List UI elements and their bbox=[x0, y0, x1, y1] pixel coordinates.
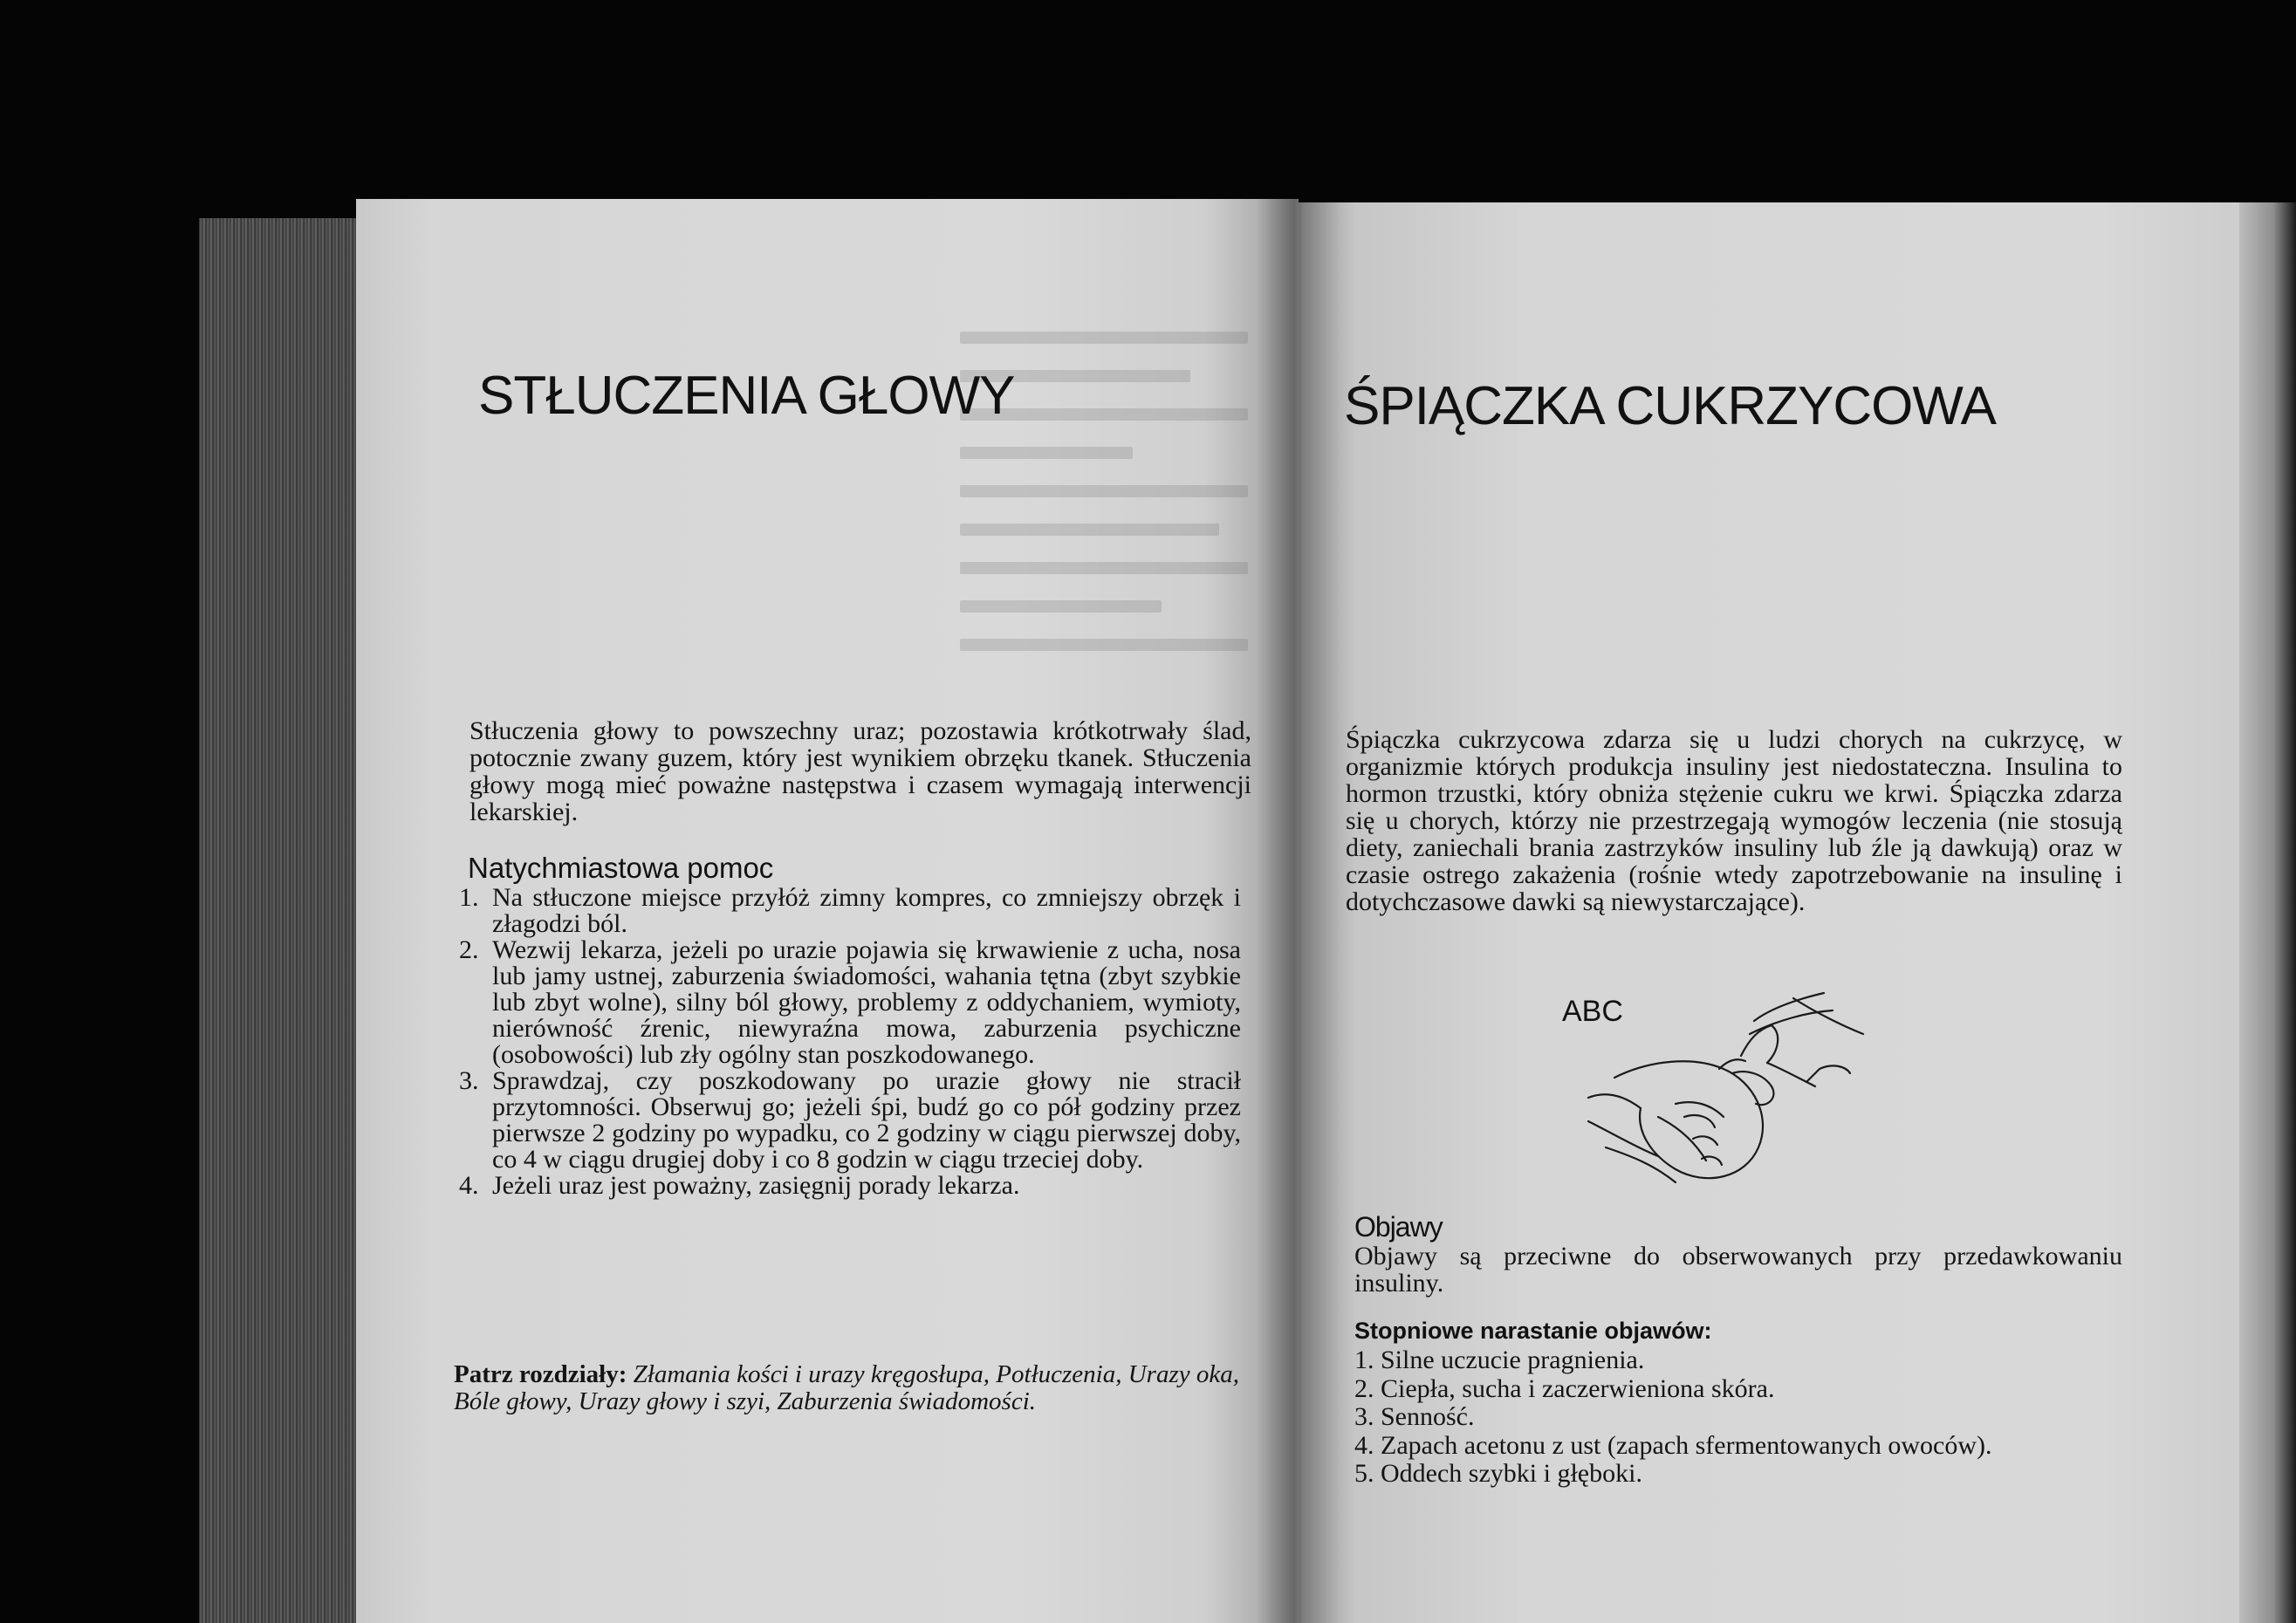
step-number: 4. bbox=[459, 1171, 479, 1200]
step-text: Na stłuczone miejsce przyłóż zimny kompres, co zmniejszy obrzęk i złagodzi ból. bbox=[492, 883, 1241, 938]
step-number: 3. bbox=[459, 1066, 479, 1095]
right-page-edge bbox=[2239, 202, 2296, 1623]
symptom-number: 5. bbox=[1354, 1459, 1374, 1488]
symptom-text: Ciepła, sucha i zaczerwieniona skóra. bbox=[1381, 1373, 1775, 1403]
symptom-progression-list bbox=[1354, 1346, 2140, 1489]
symptom-number: 2. bbox=[1354, 1373, 1374, 1403]
symptom-number: 1. bbox=[1354, 1346, 1374, 1374]
symptom-text: Zapach acetonu z ust (zapach sfermentowanych owoców). bbox=[1381, 1430, 1992, 1460]
symptoms-paragraph: Objawy są przeciwne do obserwowanych przy przedawkowaniu insuliny. bbox=[1354, 1242, 2122, 1298]
symptom-item bbox=[1354, 1375, 2140, 1404]
first-aid-step bbox=[459, 1173, 1241, 1199]
progression-heading: Stopniowe narastanie objawów: bbox=[1354, 1318, 1712, 1344]
step-text: Sprawdzaj, czy poszkodowany po urazie głowy nie stracił przytomności. Obserwuj go; jeżeli śpi, budź go co pół godziny przez pierwsze 2 godziny po wypadku, co 2 godziny w ciągu pierwszej doby, co 4 w ciągu drugiej doby i co 8 godzin w ciągu trzeciej doby. bbox=[492, 1066, 1241, 1174]
symptom-text: Oddech szybki i głęboki. bbox=[1381, 1459, 1642, 1488]
see-also-label: Patrz rozdziały bbox=[454, 1360, 619, 1388]
book-gutter bbox=[1257, 199, 1340, 1623]
step-text: Jeżeli uraz jest poważny, zasięgnij porady lekarza. bbox=[492, 1171, 1020, 1200]
symptom-item bbox=[1354, 1432, 2140, 1461]
left-intro-paragraph: Stłuczenia głowy to powszechny uraz; pozostawia krótkotrwały ślad, potocznie zwany guzem, który jest wynikiem obrzęku tkanek. Stłuczenia głowy mogą mieć poważne następstwa i czasem wymagają interwencji lekarskiej. bbox=[469, 716, 1251, 826]
symptom-text: Silne uczucie pragnienia. bbox=[1381, 1346, 1645, 1374]
first-aid-steps bbox=[459, 885, 1241, 1199]
first-aid-step bbox=[459, 937, 1241, 1068]
first-aid-heading: Natychmiastowa pomoc bbox=[468, 852, 774, 884]
see-also-list: Złamania kości i urazy kręgosłupa, Potłuczenia, Urazy oka, Bóle głowy, Urazy głowy i szyi, Zaburzenia świadomości. bbox=[454, 1360, 1239, 1415]
step-text: Wezwij lekarza, jeżeli po urazie pojawia się krwawienie z ucha, nosa lub jamy ustnej, zaburzenia świadomości, wahania tętna (zbyt szybkie lub zbyt wolne), silny ból głowy, problemy z oddychaniem, wymioty, nierówność źrenic, niewyraźna mowa, zaburzenia psychiczne (osobowości) lub zły ogólny stan poszkodowanego. bbox=[492, 935, 1241, 1069]
first-aid-step bbox=[459, 885, 1241, 937]
see-also-chapters: Patrz rozdziały: Złamania kości i urazy kręgosłupa, Potłuczenia, Urazy oka, Bóle głowy, Urazy głowy i szyi, Zaburzenia świadomości. bbox=[454, 1360, 1239, 1415]
symptom-item bbox=[1354, 1403, 2140, 1432]
symptom-item bbox=[1354, 1460, 2140, 1489]
hands-tilting-head-drawing bbox=[1588, 993, 1863, 1182]
symptom-number: 3. bbox=[1354, 1402, 1374, 1431]
symptom-item bbox=[1354, 1346, 2140, 1375]
step-number: 1. bbox=[459, 883, 479, 912]
right-intro-paragraph: Śpiączka cukrzycowa zdarza się u ludzi chorych na cukrzycę, w organizmie których produkcja insuliny jest niedostateczna. Insulina to hormon trzustki, który obniża stężenie cukru we krwi. Śpiączka zdarza się u chorych, którzy nie przestrzegają wymogów leczenia (nie stosują diety, zaniechali brania zastrzyków insuliny lub źle ją dawkują) oraz w czasie ostrego zakażenia (rośnie wtedy zapotrzebowanie na insulinę i dotychczasowe dawki są niewystarczające). bbox=[1346, 725, 2122, 916]
figure-label: ABC bbox=[1562, 995, 1623, 1028]
first-aid-step bbox=[459, 1068, 1241, 1173]
symptom-number: 4. bbox=[1354, 1430, 1374, 1460]
symptom-text: Senność. bbox=[1381, 1402, 1475, 1431]
right-page-title: ŚPIĄCZKA CUKRZYCOWA bbox=[1344, 376, 1996, 436]
left-page-title: STŁUCZENIA GŁOWY bbox=[478, 366, 1015, 426]
book-page-edges bbox=[199, 218, 360, 1623]
abc-airway-illustration bbox=[1553, 986, 1885, 1213]
symptoms-heading: Objawy bbox=[1354, 1211, 1443, 1243]
step-number: 2. bbox=[459, 935, 479, 964]
